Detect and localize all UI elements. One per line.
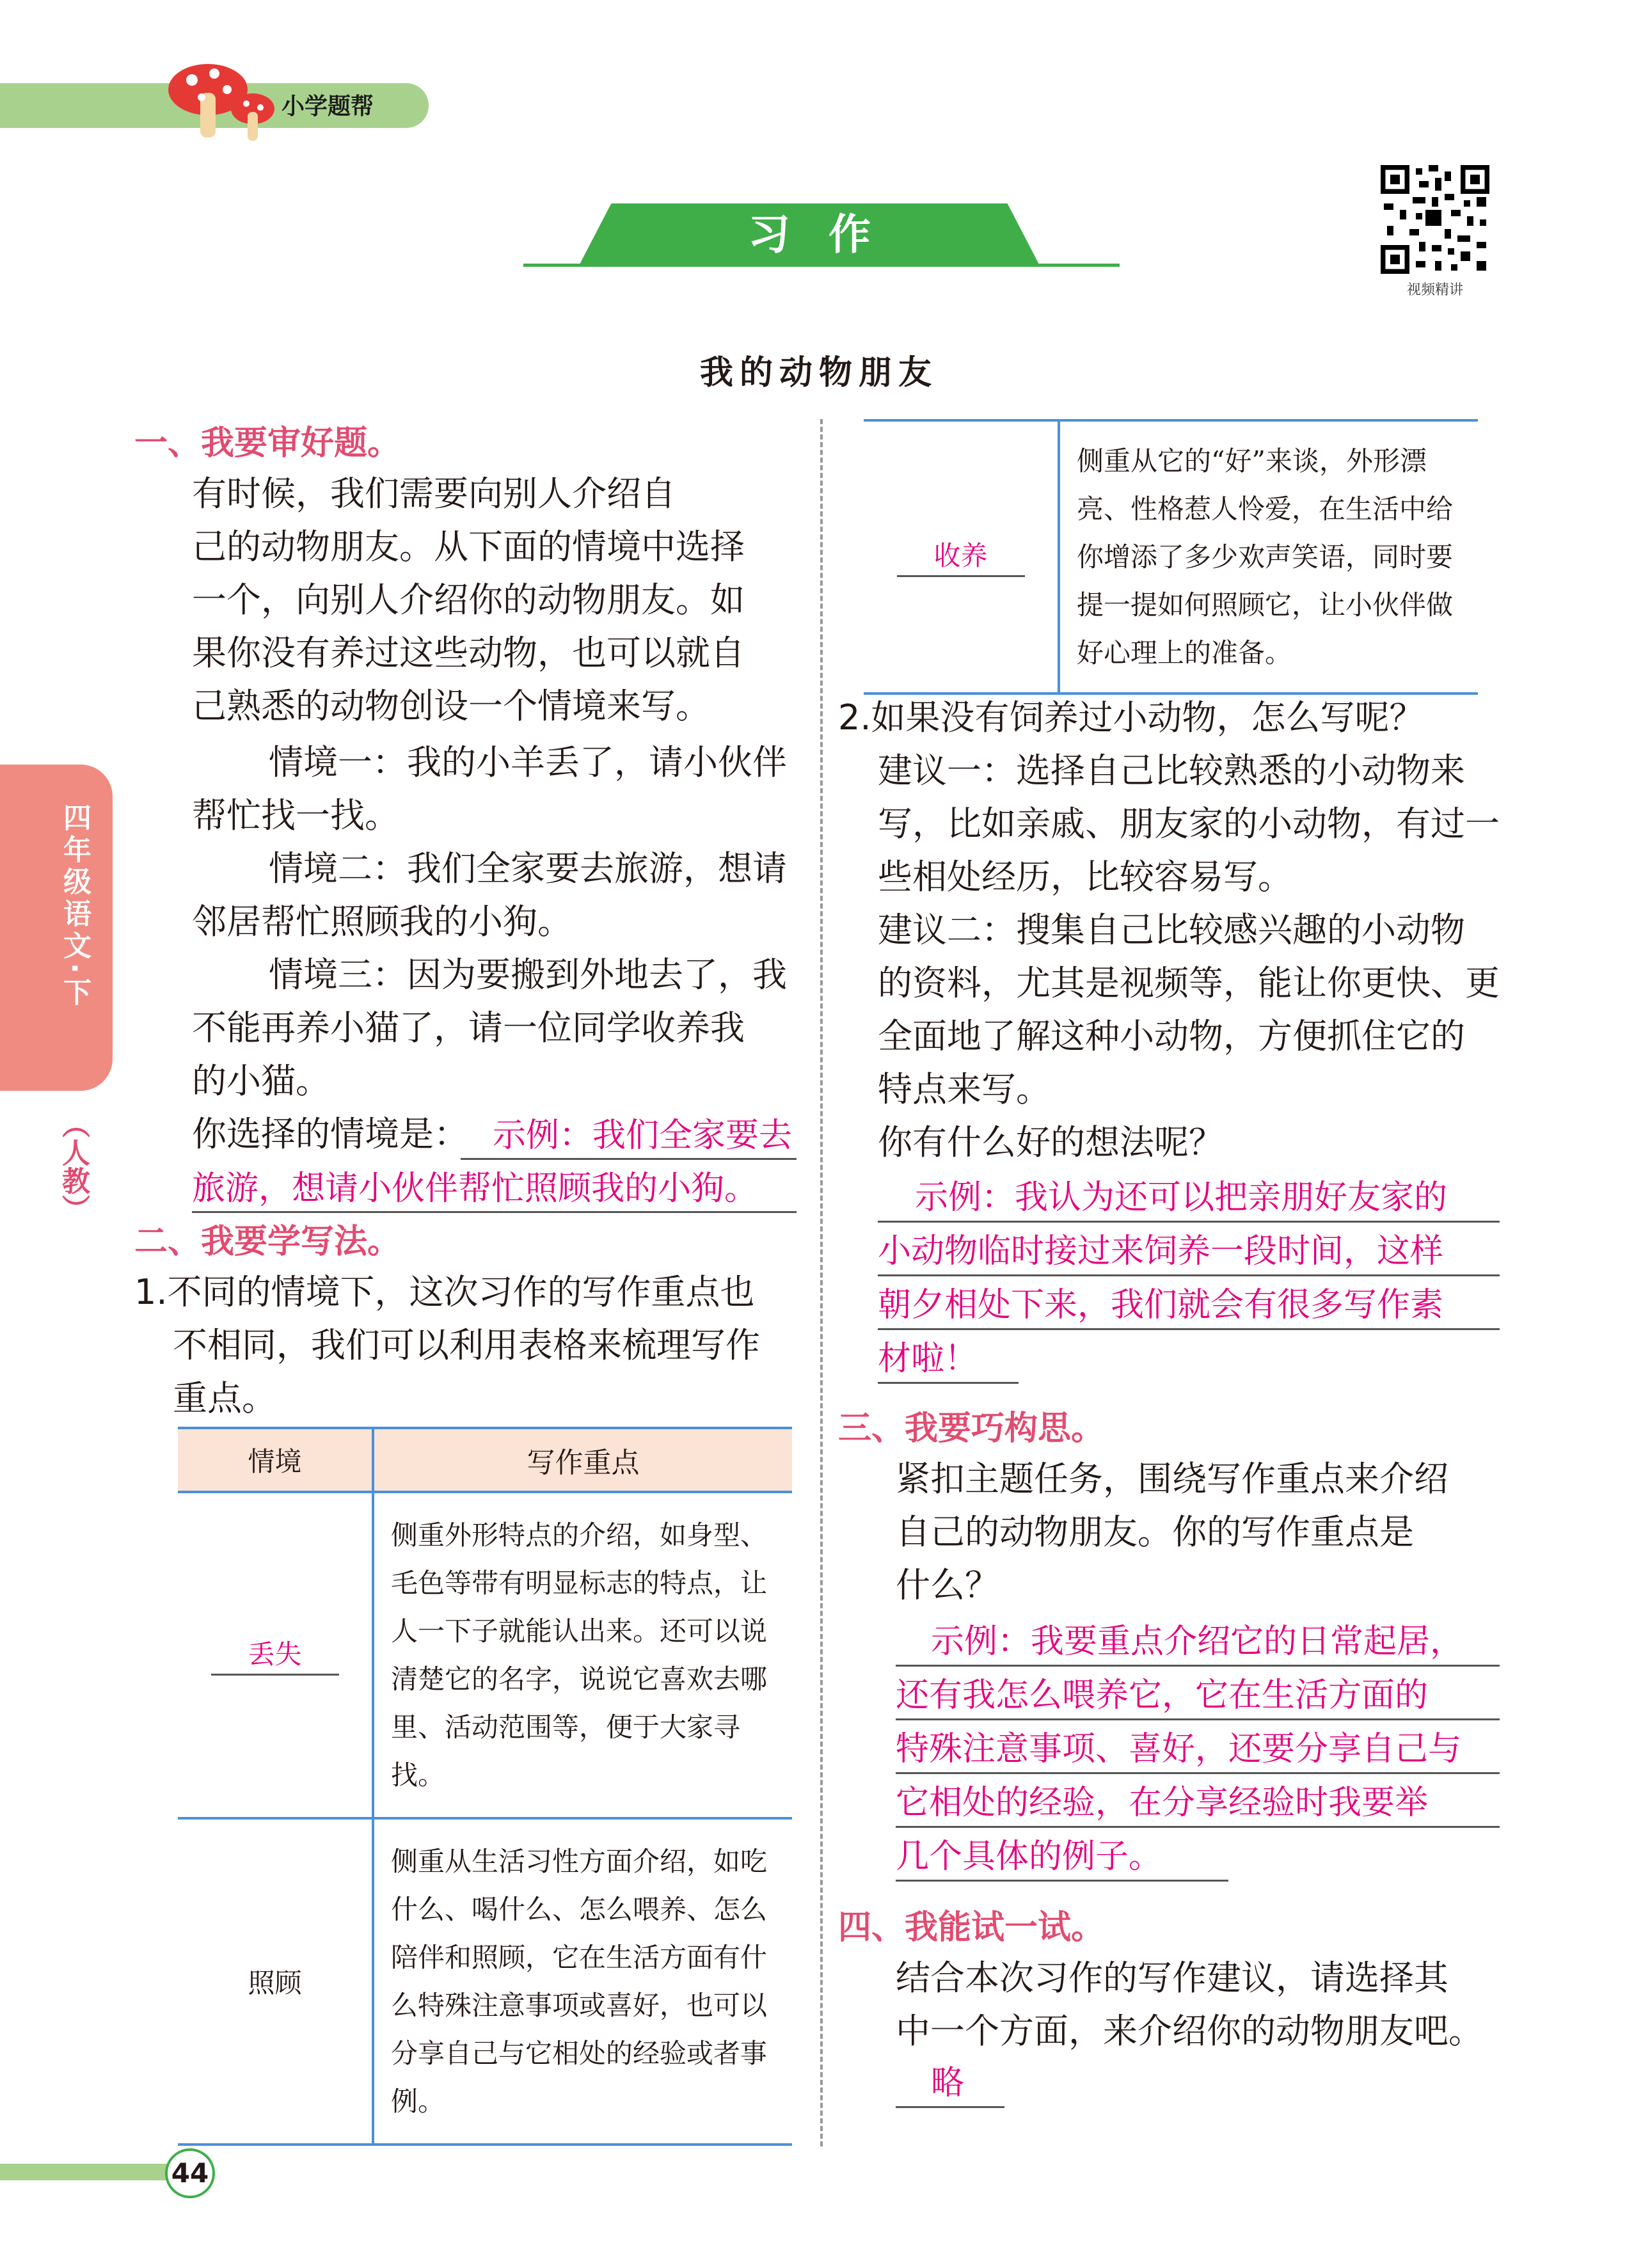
mushroom-logo-icon bbox=[163, 58, 278, 147]
scene-cell: 照顾 bbox=[178, 1818, 373, 2145]
qr-caption: 视频精讲 bbox=[1406, 282, 1463, 298]
suggestion2-line: 的资料，尤其是视频等，能让你更快、更 bbox=[878, 963, 1500, 1003]
edition-label: （人教） bbox=[57, 1110, 90, 1223]
essay-subtitle: 我的动物朋友 bbox=[699, 353, 938, 392]
scene1-line: 帮忙找一找。 bbox=[192, 795, 399, 836]
scene3-line: 情境三：因为要搬到外地去了，我 bbox=[269, 955, 787, 995]
choice-answer-line: 旅游，想请小伙伴帮忙照顾我的小狗。 bbox=[192, 1170, 758, 1208]
scene2-line: 情境二：我们全家要去旅游，想请 bbox=[269, 848, 787, 889]
scene-answer: 收养 bbox=[897, 537, 1025, 577]
page-number: 44 bbox=[165, 2148, 215, 2198]
focus-cell: 侧重外形特点的介绍，如身型、毛色等带有明显标志的特点，让人一下子就能认出来。还可以说清楚它的名字，说说它喜欢去哪里、活动范围等，便于大家寻找。 bbox=[373, 1492, 792, 1818]
suggestion2-line: 特点来写。 bbox=[878, 1069, 1051, 1109]
suggestion1-line: 建议一：选择自己比较熟悉的小动物来 bbox=[878, 750, 1465, 791]
idea-answer-line: 小动物临时接过来饲养一段时间，这样 bbox=[878, 1232, 1444, 1271]
section4-answer: 略 bbox=[931, 2064, 965, 2102]
idea-prompt: 你有什么好的想法呢？ bbox=[878, 1122, 1223, 1162]
scene1-line: 情境一：我的小羊丢了，请小伙伴 bbox=[269, 742, 787, 782]
suggestion2-line: 全面地了解这种小动物，方便抓住它的 bbox=[878, 1016, 1465, 1056]
choice-label: 你选择的情境是： bbox=[192, 1114, 468, 1154]
focus-answer-cell: 侧重从生活习性方面介绍，如吃什么、喝什么、怎么喂养、怎么陪伴和照顾，它在生活方面有什么特殊注意事项或喜好，也可以分享自己与它相处的经验或者事例。 bbox=[373, 1818, 792, 2145]
suggestion2-line: 建议二：搜集自己比较感兴趣的小动物 bbox=[878, 910, 1465, 950]
scene-answer: 丢失 bbox=[211, 1635, 339, 1676]
section3-paragraph-line: 紧扣主题任务，围绕写作重点来介绍 bbox=[896, 1459, 1448, 1499]
section3-answer-line: 示例：我要重点介绍它的日常起居， bbox=[931, 1622, 1464, 1661]
table-row bbox=[864, 420, 1478, 694]
section4-heading: 四、我能试一试。 bbox=[838, 1908, 1105, 1947]
writing-focus-table bbox=[178, 1427, 792, 2146]
brand-name: 小学题帮 bbox=[282, 93, 374, 120]
q2-text: 2.如果没有饲养过小动物，怎么写呢？ bbox=[838, 697, 1424, 738]
qr-code-icon[interactable] bbox=[1381, 165, 1489, 274]
q1-line: 重点。 bbox=[173, 1378, 276, 1418]
section3-answer-line: 几个具体的例子。 bbox=[896, 1837, 1162, 1876]
section1-paragraph-line: 己熟悉的动物创设一个情境来写。 bbox=[192, 686, 710, 726]
idea-answer-line: 示例：我认为还可以把亲朋好友家的 bbox=[915, 1178, 1448, 1217]
table-row bbox=[178, 1818, 792, 2145]
suggestion1-line: 些相处经历，比较容易写。 bbox=[878, 857, 1292, 897]
section3-answer-line: 特殊注意事项、喜好，还要分享自己与 bbox=[896, 1730, 1462, 1768]
table-header-focus: 写作重点 bbox=[373, 1428, 792, 1492]
section2-heading: 二、我要学写法。 bbox=[134, 1223, 401, 1261]
writing-focus-table-continued bbox=[864, 419, 1478, 695]
suggestion1-line: 写，比如亲戚、朋友家的小动物，有过一 bbox=[878, 804, 1500, 844]
section3-paragraph-line: 自己的动物朋友。你的写作重点是 bbox=[896, 1512, 1414, 1552]
section3-answer-line: 还有我怎么喂养它，它在生活方面的 bbox=[896, 1676, 1429, 1715]
section4-paragraph-line: 中一个方面，来介绍你的动物朋友吧。 bbox=[896, 2011, 1483, 2051]
section3-answer-line: 它相处的经验，在分享经验时我要举 bbox=[896, 1784, 1429, 1822]
section1-paragraph-line: 果你没有养过这些动物，也可以就自 bbox=[192, 633, 745, 673]
focus-answer-cell: 侧重从它的“好”来谈，外形漂亮、性格惹人怜爱，在生活中给你增添了多少欢声笑语，同时要提一提如何照顾它，让小伙伴做好心理上的准备。 bbox=[1059, 420, 1478, 694]
section1-paragraph-line: 一个，向别人介绍你的动物朋友。如 bbox=[192, 580, 745, 620]
scene3-line: 的小猫。 bbox=[192, 1061, 330, 1101]
section4-paragraph-line: 结合本次习作的写作建议，请选择其 bbox=[896, 1958, 1448, 1998]
column-divider bbox=[820, 419, 823, 2146]
idea-answer-line: 朝夕相处下来，我们就会有很多写作素 bbox=[878, 1286, 1444, 1324]
table-row bbox=[178, 1492, 792, 1818]
idea-answer-line: 材啦！ bbox=[878, 1340, 978, 1378]
section3-paragraph-line: 什么？ bbox=[896, 1565, 999, 1605]
table-header-scene: 情境 bbox=[178, 1428, 373, 1492]
choice-answer-line: 示例：我们全家要去 bbox=[493, 1116, 793, 1155]
page-title: 习作 bbox=[748, 210, 909, 259]
section1-heading: 一、我要审好题。 bbox=[134, 424, 401, 463]
footer-bar bbox=[0, 2164, 186, 2180]
q1-line: 1.不同的情境下，这次习作的写作重点也 bbox=[134, 1272, 755, 1312]
section1-paragraph-line: 有时候，我们需要向别人介绍自 bbox=[192, 473, 676, 514]
q1-line: 不相同，我们可以利用表格来梳理写作 bbox=[173, 1325, 760, 1365]
section3-heading: 三、我要巧构思。 bbox=[838, 1409, 1105, 1448]
grade-label: 四年级语文·下 bbox=[58, 803, 91, 1010]
scene2-line: 邻居帮忙照顾我的小狗。 bbox=[192, 901, 572, 942]
section1-paragraph-line: 己的动物朋友。从下面的情境中选择 bbox=[192, 527, 745, 567]
table-header-row bbox=[178, 1428, 792, 1492]
scene3-line: 不能再养小猫了，请一位同学收养我 bbox=[192, 1008, 745, 1048]
